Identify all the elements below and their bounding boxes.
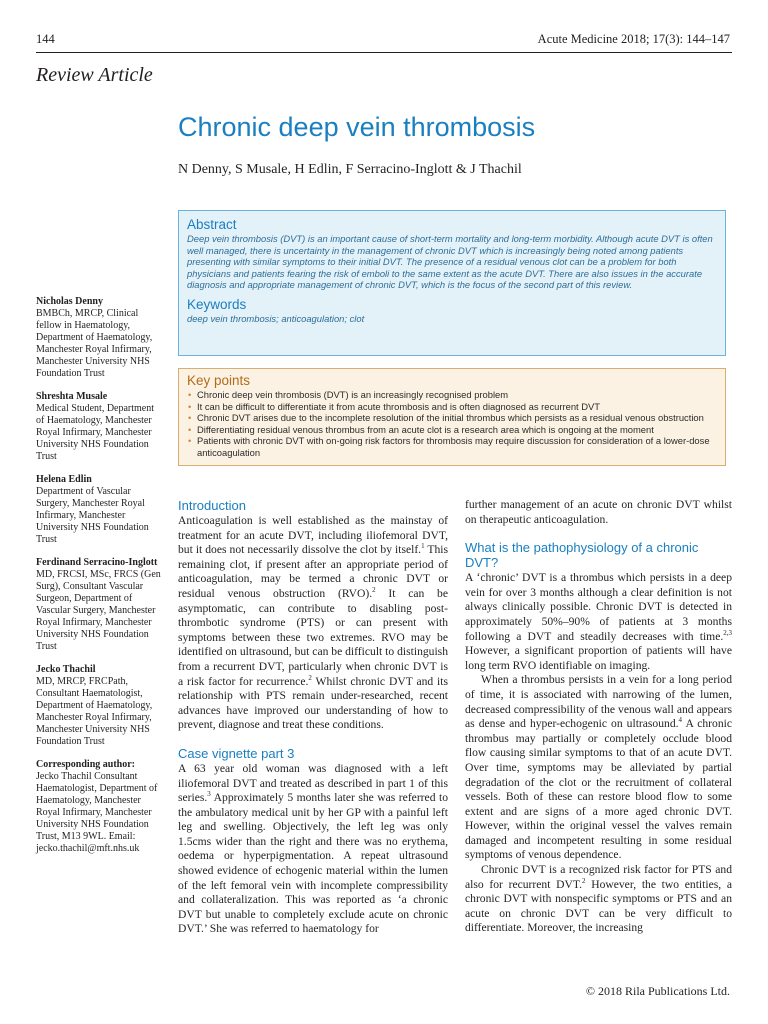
- affiliation-block: [36, 391, 164, 463]
- key-points-box: [178, 368, 726, 466]
- key-point-item: • It can be difficult to differentiate it from acute thrombosis and is often diagnosed as recurrent DVT: [187, 401, 717, 413]
- case-vignette-heading: Case vignette part 3: [178, 745, 295, 761]
- introduction-heading: Introduction: [178, 498, 246, 513]
- body-column-left: [178, 498, 448, 937]
- abstract-box: [178, 210, 726, 356]
- author-list: N Denny, S Musale, H Edlin, F Serracino-Inglott & J Thachil: [178, 162, 522, 177]
- key-points-list: [187, 389, 717, 459]
- corresponding-author-block: [36, 759, 164, 855]
- pathophysiology-paragraph: A ‘chronic’ DVT is a thrombus which persists in a deep vein for over 3 months although a clear definition is not always clinically possible. Chronic DVT is detected in approximately 50%–90% of patients at 3 months following a DVT and steadily decreases with time.$^{2,3}$ However, a significant proportion of patients will have long term RVO identifiable on imaging.: [465, 571, 732, 672]
- case-vignette-paragraph: A 63 year old woman was diagnosed with a left iliofemoral DVT and treated as described in part 1 of this series.$^3$ Approximately 5 months later she was referred to the ambulatory medical unit by her GP with a painful left leg and swelling. Objectively, the left leg was only 1.5cms wider than the right and there was no erythema, oedema or hyperpigmentation. A repeat ultrasound showed evidence of echogenic material within the lumen of the left femoral vein with incomplete compressibility and collateralization. This was reported as ‘a chronic DVT but unable to completely exclude acute on chronic DVT.’ She was referred to haematology for: [178, 761, 448, 936]
- abstract-heading: Abstract: [187, 217, 237, 232]
- key-point-item: • Chronic DVT arises due to the incomplete resolution of the initial thrombus which persists as a residual venous obstruction: [187, 412, 717, 424]
- affiliation-name: Nicholas Denny: [36, 296, 103, 307]
- keywords-heading: Keywords: [187, 296, 247, 312]
- author-affiliations: [36, 296, 164, 866]
- introduction-paragraph: Anticoagulation is well established as the mainstay of treatment for an acute DVT, including iliofemoral DVT, but it does not necessarily dissolve the clot by itself.$^1$ This remaining clot, if present after an appropriate period of anticoagulation, may be termed a chronic DVT or residual venous obstruction (RVO).$^2$ It can be asymptomatic, can contribute to disabling post-thrombotic syndrome (PTS) or can present with symptoms between these two extremes. RVO may be identified on ultrasound, but can be difficult to distinguish from a recurrent DVT, particularly when chronic DVT is a risk factor for recurrence.$^2$ Whilst chronic DVT and its relationship with PTS remain under-researched, recent advances have improved our understanding of how to prevent, diagnose and treat these conditions.: [178, 514, 449, 732]
- affiliation-name: Ferdinand Serracino-Inglott: [36, 557, 158, 568]
- affiliation-name: Jecko Thachil: [36, 664, 96, 675]
- corresponding-author-label: Corresponding author:: [36, 759, 135, 770]
- continuation-paragraph: further management of an acute on chronic DVT whilst on therapeutic anticoagulation.: [465, 498, 732, 526]
- affiliation-details: MD, MRCP, FRCPath, Consultant Haematologist, Department of Haematology, Manchester Royal Infirmary, Manchester University NHS Foundation Trust: [36, 676, 153, 747]
- affiliation-details: Medical Student, Department of Haematology, Manchester Royal Infirmary, Manchester University NHS Foundation Trust: [36, 403, 155, 462]
- journal-citation: Acute Medicine 2018; 17(3): 144–147: [537, 32, 730, 46]
- header-rule: [36, 52, 732, 53]
- affiliation-name: Helena Edlin: [36, 474, 92, 485]
- body-column-right: [465, 498, 732, 936]
- key-points-heading: Key points: [187, 373, 251, 388]
- affiliation-name: Shreshta Musale: [36, 391, 108, 402]
- key-point-item: • Differentiating residual venous thrombus from an acute clot is a research area which is ongoing at the moment: [187, 424, 717, 436]
- affiliation-block: [36, 474, 164, 546]
- section-label: Review Article: [36, 64, 153, 86]
- affiliation-block: [36, 557, 164, 653]
- abstract-text: Deep vein thrombosis (DVT) is an important cause of short-term mortality and long-term morbidity. Although acute DVT is often well managed, there is uncertainty in the management of chronic DVT which is increasingly being noted among patients presenting with similar symptoms to their initial DVT. The presence of a residual venous clot can be a problem for both physicians and patients fearing the risk of emboli to the same extent as the acute DVT. There are also issues in the accurate diagnosis and appropriate management of chronic DVT, which is the focus of the second part of this review.: [187, 233, 713, 291]
- copyright-footer: © 2018 Rila Publications Ltd.: [585, 984, 730, 998]
- affiliation-details: MD, FRCSI, MSc, FRCS (Gen Surg), Consultant Vascular Surgeon, Department of Vascular Surgery, Manchester Royal Infirmary, Manchester University NHS Foundation Trust: [36, 569, 161, 652]
- keywords-text: deep vein thrombosis; anticoagulation; clot: [187, 312, 365, 324]
- corresponding-author-details: Jecko Thachil Consultant Haematologist, Department of Haematology, Manchester Royal Infirmary, Manchester University NHS Foundation Trust, M13 9WL. Email: jecko.thachil@mft.nhs.uk: [36, 771, 158, 854]
- affiliation-details: BMBCh, MRCP, Clinical fellow in Haematology, Department of Haematology, Manchester Royal Infirmary, Manchester University NHS Foundation Trust: [36, 308, 153, 379]
- pathophysiology-heading: What is the pathophysiology of a chronic DVT?: [465, 540, 699, 571]
- affiliation-details: Department of Vascular Surgery, Manchester Royal Infirmary, Manchester University NHS Foundation Trust: [36, 486, 149, 545]
- affiliation-block: [36, 296, 164, 380]
- article-title: Chronic deep vein thrombosis: [178, 112, 536, 142]
- key-point-item: • Chronic deep vein thrombosis (DVT) is an increasingly recognised problem: [187, 389, 717, 401]
- pathophysiology-paragraph: Chronic DVT is a recognized risk factor for PTS and also for recurrent DVT.$^2$ However, the two entities, a chronic DVT with nonspecific symptoms or PTS and an acute on chronic DVT can be very difficult to differentiate. Moreover, the increasing: [465, 863, 732, 935]
- page-number: 144: [36, 32, 55, 46]
- key-point-item: • Patients with chronic DVT with on-going risk factors for thrombosis may require discussion for consideration of a lower-dose anticoagulation: [187, 435, 717, 458]
- affiliation-block: [36, 664, 164, 748]
- pathophysiology-paragraph: When a thrombus persists in a vein for a long period of time, it is associated with narrowing of the lumen, decreased compressibility of the venous wall and appears as dense and hyper-echogenic on ultrasound.$^4$ A chronic thrombus may partially or completely occlude blood flow causing similar symptoms to that of an acute DVT. Over time, symptoms may be alleviated by partial degradation of the clot or the recruitment of collateral vessels. Both of these can restore blood flow to some extent and are signs of a more aged chronic DVT. However, within the original vessel the valves remain damaged and incompetent resulting in some residual symptoms of venous dependence.: [465, 673, 732, 862]
